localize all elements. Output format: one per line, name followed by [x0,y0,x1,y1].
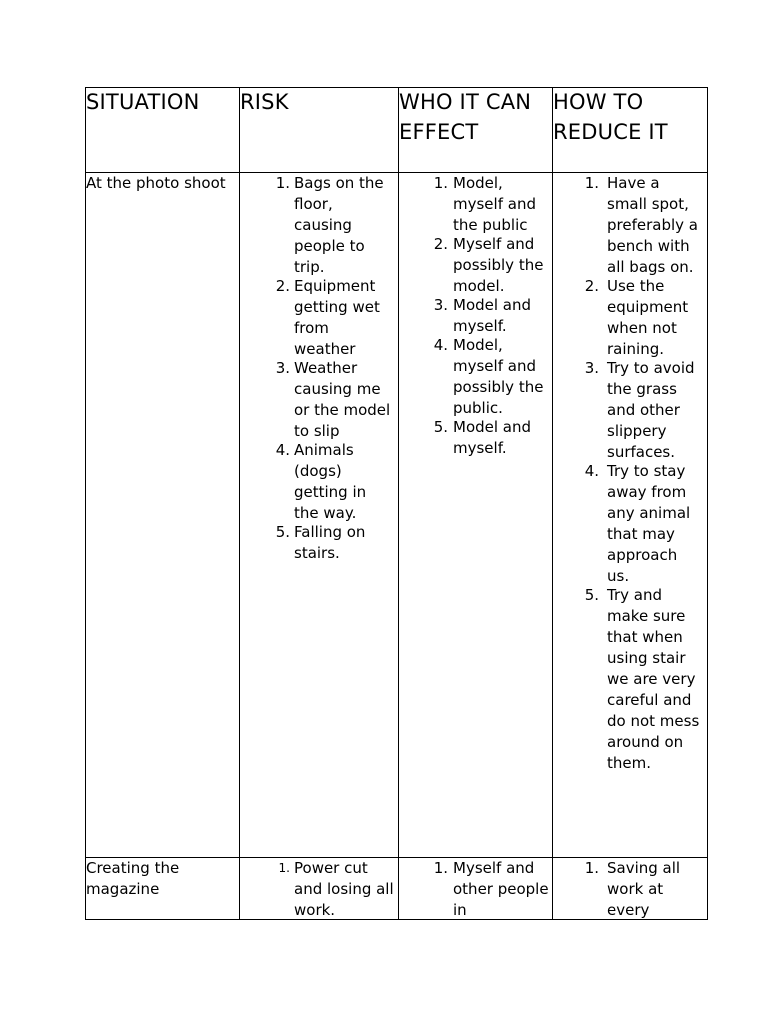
list-item [553,173,707,278]
header-how-to-reduce-it: HOW TO REDUCE IT [553,88,708,173]
list-item [399,417,552,459]
list-number: 3. [275,359,290,377]
list-number: 2. [433,235,448,253]
list-number: 5. [433,418,448,436]
list-item [399,858,552,920]
list-number: 1. [433,174,448,192]
list-number: 5. [275,523,290,541]
who-list [399,858,552,920]
list-item [399,234,552,297]
list-item [553,276,707,360]
how-list [553,173,707,774]
list-item [553,585,707,774]
list-number: 1. [433,859,448,877]
header-who-it-can-effect: WHO IT CAN EFFECT [399,88,553,173]
list-item [240,440,398,524]
list-item [553,358,707,463]
list-number: 4. [275,441,290,459]
list-item-text: Have a small spot, preferably a bench with all bags on. [607,174,698,276]
list-item-text: Myself and possibly the model. [453,235,544,295]
risk-cell [240,173,399,858]
how-cell [553,858,708,920]
list-item-text: Try to stay away from any animal that may approach us. [607,462,691,585]
list-number: 2. [275,277,290,295]
list-item [399,173,552,236]
list-item-text: Saving all work at every [607,859,681,919]
list-item [240,276,398,360]
list-item [240,358,398,442]
list-item-text: Model and myself. [453,296,532,335]
list-number: 5. [584,586,599,604]
list-item-text: Falling on stairs. [294,523,366,562]
who-cell [399,173,553,858]
list-item-text: Equipment getting wet from weather [294,277,380,358]
list-number: 1. [278,861,290,875]
table-row [86,173,708,858]
list-item [399,295,552,337]
risk-cell [240,858,399,920]
list-item-text: Power cut and losing all work. [294,859,394,919]
list-item-text: Weather causing me or the model to slip [294,359,391,440]
list-item-text: Use the equipment when not raining. [607,277,689,358]
situation-cell: At the photo shoot [86,173,240,858]
risk-list [240,173,398,564]
table-header-row [86,88,708,173]
how-list [553,858,707,920]
list-number: 3. [584,359,599,377]
list-item [240,173,398,278]
who-list [399,173,552,459]
situation-cell: Creating the magazine [86,858,240,920]
list-item [399,335,552,419]
list-item-text: Try to avoid the grass and other slippery surfaces. [607,359,695,461]
list-item-text: Animals (dogs) getting in the way. [294,441,367,522]
list-item-text: Model, myself and the public [453,174,536,234]
list-item-text: Model, myself and possibly the public. [453,336,544,417]
list-number: 4. [433,336,448,354]
list-item [553,461,707,587]
list-item [240,522,398,564]
list-item-text: Try and make sure that when using stair we are very careful and do not mess around on them. [607,586,700,772]
header-situation: SITUATION [86,88,240,173]
list-number: 1. [584,174,599,192]
header-risk: RISK [240,88,399,173]
list-item-text: Myself and other people in [453,859,549,919]
list-item-text: Bags on the floor, causing people to trip. [294,174,384,276]
list-number: 1. [275,174,290,192]
how-cell [553,173,708,858]
list-item-text: Model and myself. [453,418,532,457]
table-row [86,858,708,920]
risk-list [240,858,398,920]
list-number: 2. [584,277,599,295]
risk-assessment-table [85,87,708,920]
list-number: 3. [433,296,448,314]
list-number: 1. [584,859,599,877]
list-number: 4. [584,462,599,480]
list-item [240,858,398,920]
list-item [553,858,707,920]
who-cell [399,858,553,920]
